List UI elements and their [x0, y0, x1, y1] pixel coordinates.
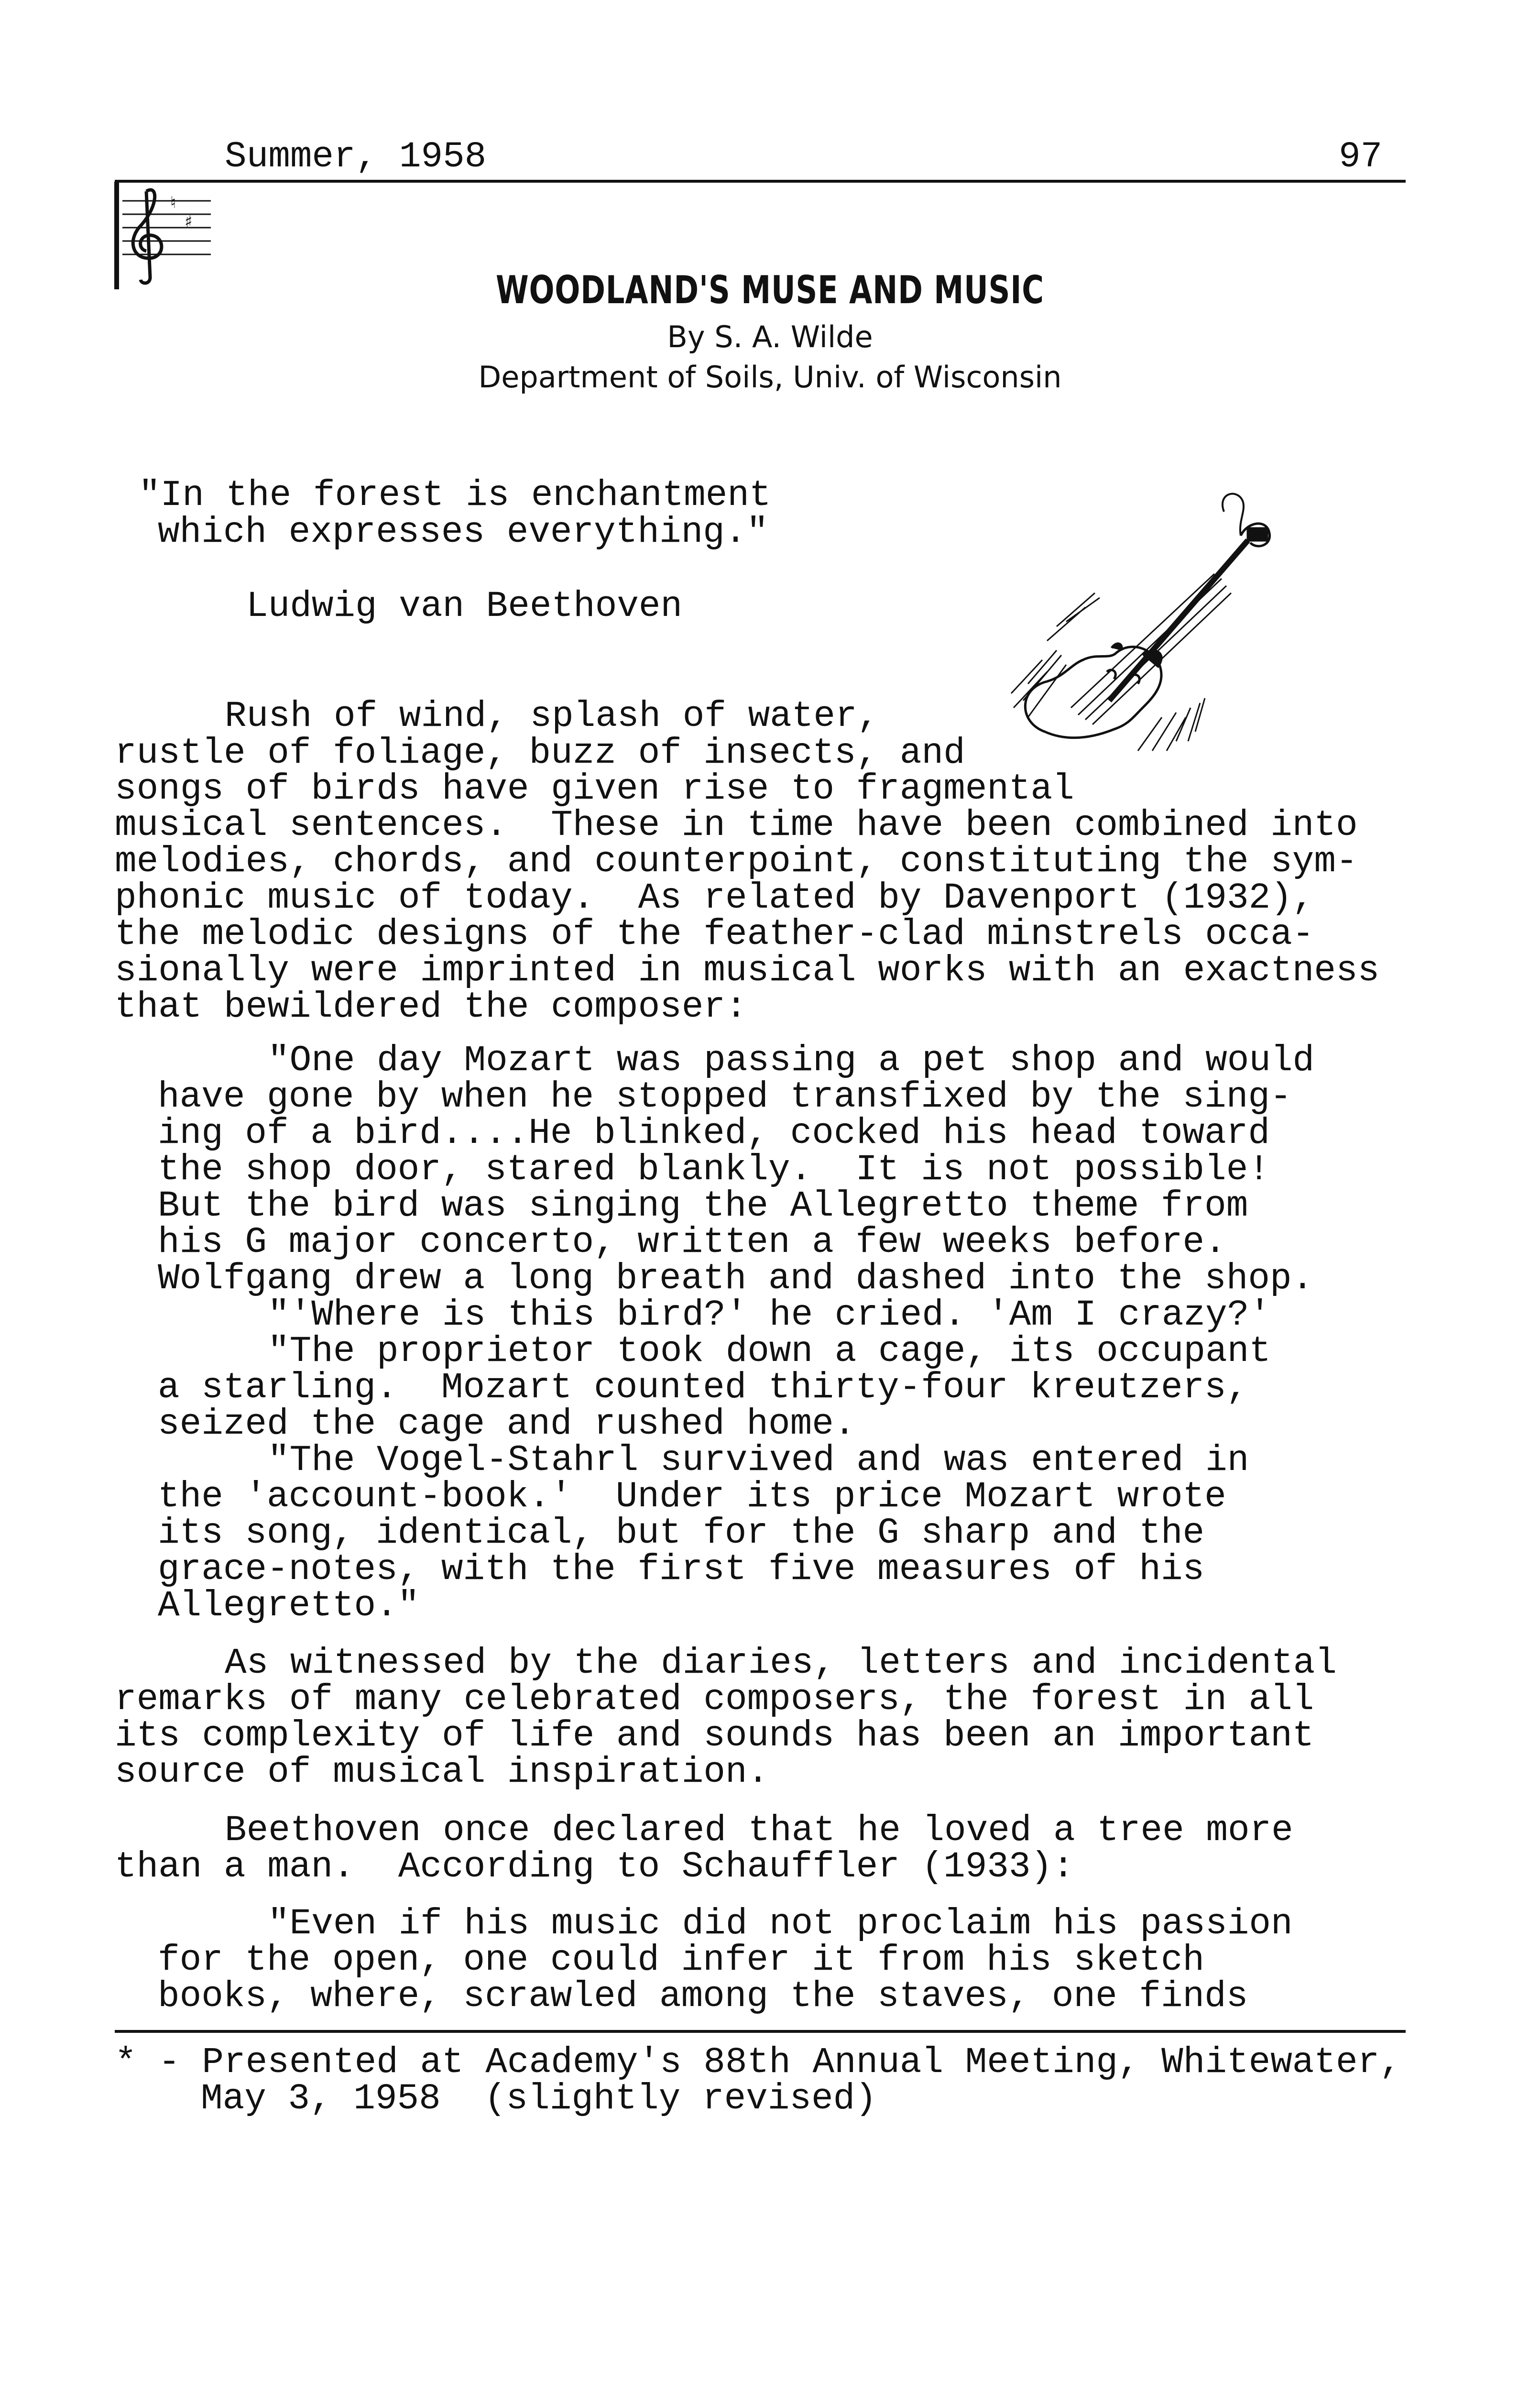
quote1-line: have gone by when he stopped transfixed by the sing-	[158, 1076, 1292, 1118]
page-number: 97	[1339, 136, 1383, 177]
quote1-line: "One day Mozart was passing a pet shop and would	[268, 1040, 1315, 1081]
quote1-line: the 'account-book.' Under its price Mozart wrote	[158, 1476, 1226, 1517]
quote2-line: for the open, one could infer it from his sketch	[158, 1940, 1205, 1981]
para1-line: sionally were imprinted in musical works with an exactness	[115, 950, 1380, 991]
quote1-line: ing of a bird....He blinked, cocked his head toward	[158, 1113, 1270, 1154]
quote1-line: Wolfgang drew a long breath and dashed into the shop.	[158, 1258, 1314, 1299]
footnote-line: * - Presented at Academy's 88th Annual Meeting, Whitewater,	[115, 2042, 1401, 2083]
author-affiliation: Department of Soils, Univ. of Wisconsin	[478, 360, 1062, 395]
footnote-line: May 3, 1958 (slightly revised)	[201, 2078, 877, 2119]
quote1-line: "The proprietor took down a cage, its occupant	[268, 1331, 1271, 1372]
para2-line: As witnessed by the diaries, letters and incidental	[225, 1643, 1337, 1684]
para1-line: rustle of foliage, buzz of insects, and	[115, 733, 965, 774]
svg-text:♯: ♯	[185, 212, 193, 231]
para1-line: the melodic designs of the feather-clad minstrels occa-	[115, 914, 1314, 955]
para3-line: Beethoven once declared that he loved a tree more	[225, 1810, 1293, 1851]
para1-line: Rush of wind, splash of water,	[225, 696, 879, 737]
quote1-line: But the bird was singing the Allegretto theme from	[158, 1185, 1248, 1227]
quote1-line: its song, identical, but for the G sharp and the	[158, 1513, 1205, 1554]
para1-line: that bewildered the composer:	[115, 987, 747, 1028]
para1-line: phonic music of today. As related by Davenport (1932),	[115, 877, 1314, 919]
para2-line: remarks of many celebrated composers, the forest in all	[115, 1679, 1314, 1720]
article-title: WOODLAND'S MUSE AND MUSIC	[495, 268, 1044, 312]
running-head: Summer, 1958	[225, 136, 487, 177]
quote1-line: "The Vogel-Stahrl survived and was entered in	[268, 1440, 1249, 1481]
footnote-rule	[115, 2030, 1406, 2033]
para2-line: its complexity of life and sounds has been an important	[115, 1715, 1314, 1756]
quote2-line: "Even if his music did not proclaim his passion	[268, 1903, 1293, 1944]
header-rule	[115, 180, 1406, 183]
para1-line: songs of birds have given rise to fragmental	[115, 768, 1074, 810]
quote2-line: books, where, scrawled among the staves, one finds	[158, 1976, 1248, 2017]
para3-line: than a man. According to Schauffler (1933):	[115, 1846, 1074, 1887]
epigraph-line: "In the forest is enchantment	[139, 475, 771, 516]
epigraph-line: which expresses everything."	[158, 512, 769, 553]
para1-line: melodies, chords, and counterpoint, constituting the sym-	[115, 841, 1358, 882]
para2-line: source of musical inspiration.	[115, 1752, 769, 1793]
article-byline: By S. A. Wilde	[667, 319, 873, 354]
quote1-line: his G major concerto, written a few weeks before.	[158, 1222, 1226, 1263]
quote1-line: "'Where is this bird?' he cried. 'Am I crazy?'	[268, 1294, 1271, 1336]
quote1-line: seized the cage and rushed home.	[158, 1404, 856, 1445]
quote1-line: the shop door, stared blankly. It is not possible!	[158, 1149, 1270, 1190]
svg-text:♮: ♮	[170, 193, 176, 212]
violin-icon	[999, 483, 1286, 770]
epigraph-attribution: Ludwig van Beethoven	[246, 586, 683, 627]
quote1-line: grace-notes, with the first five measures of his	[158, 1549, 1205, 1590]
quote1-line: a starling. Mozart counted thirty-four kreutzers,	[158, 1367, 1248, 1408]
para1-line: musical sentences. These in time have been combined into	[115, 805, 1358, 846]
quote1-line: Allegretto."	[158, 1585, 420, 1626]
